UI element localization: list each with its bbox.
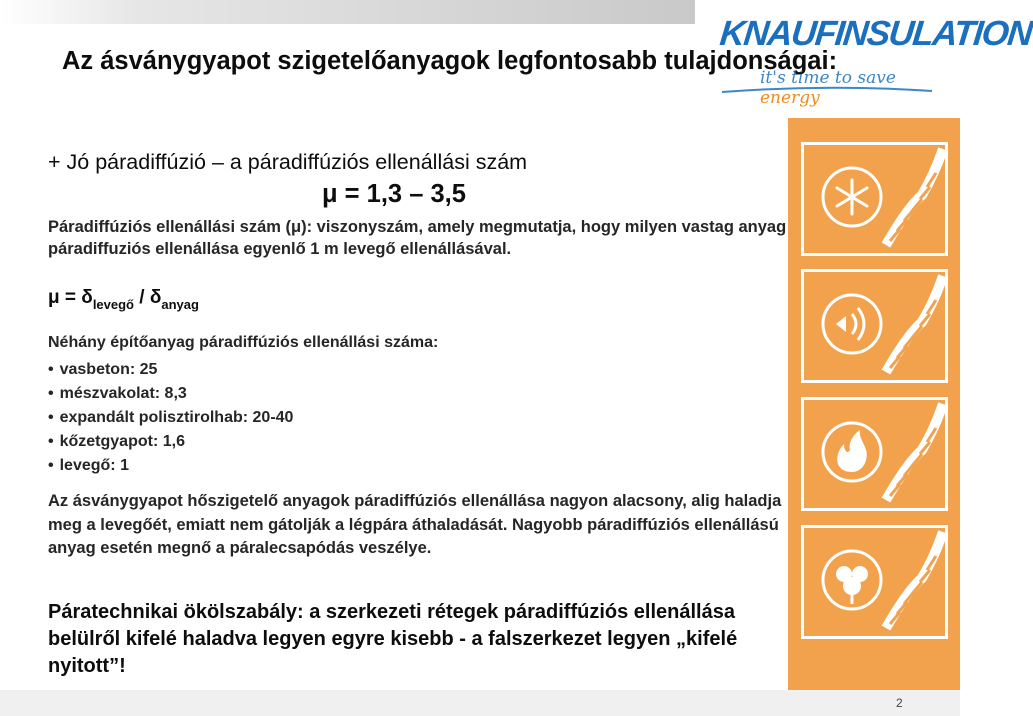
bottom-bar — [0, 690, 960, 716]
materials-heading: Néhány építőanyag páradiffúziós ellenállási száma: — [48, 334, 439, 351]
list-item: • expandált polisztirolhab: 20-40 — [48, 406, 293, 430]
mu-value: μ = 1,3 – 3,5 — [322, 180, 466, 208]
mu-definition: Páradiffúziós ellenállási szám (μ): viszonyszám, amely megmutatja, hogy milyen vastag anyag páradiffuziós ellenállása egyenlő 1 m levegő ellenállásával. — [48, 218, 787, 258]
top-gradient-bar — [0, 0, 695, 24]
list-item: • kőzetgyapot: 1,6 — [48, 430, 293, 454]
rule-of-thumb: Páratechnikai ökölszabály: a szerkezeti rétegek páradiffúziós ellenállása belülről kifelé haladva legyen egyre kisebb - a falszerkezet legyen „kifelé nyitott”! — [48, 601, 738, 677]
slide-title: Az ásványgyapot szigetelőanyagok legfontosabb tulajdonságai: — [62, 47, 838, 75]
logo-wordmark: KNAUFINSULATION — [718, 14, 1033, 53]
list-item: • vasbeton: 25 — [48, 358, 293, 382]
page-number: 2 — [896, 696, 903, 710]
list-item: • mészvakolat: 8,3 — [48, 382, 293, 406]
mu-formula: $\mu = \delta_{levegő} / \delta_{anyag}$ — [48, 287, 199, 312]
snowflake-icon — [801, 142, 948, 256]
cotton-icon — [801, 525, 948, 639]
logo-tagline: it's time to save energy — [760, 68, 896, 108]
sound-wave-icon — [801, 269, 948, 383]
logo-swoosh-icon — [720, 86, 934, 96]
conclusion-paragraph: Az ásványgyapot hőszigetelő anyagok páradiffúziós ellenállása nagyon alacsony, alig haladja meg a levegőét, emiatt nem gátolják a légpára áthaladását. Nagyobb páradiffúziós ellenállású anyag esetén megnő a páralecsapódás veszélye. — [48, 492, 782, 557]
knauf-insulation-logo — [718, 14, 1033, 108]
list-item: • levegő: 1 — [48, 454, 293, 478]
materials-list — [48, 358, 293, 478]
advantage-line: + Jó páradiffúzió – a páradiffúziós ellenállási szám — [48, 150, 528, 174]
flame-icon — [801, 397, 948, 511]
